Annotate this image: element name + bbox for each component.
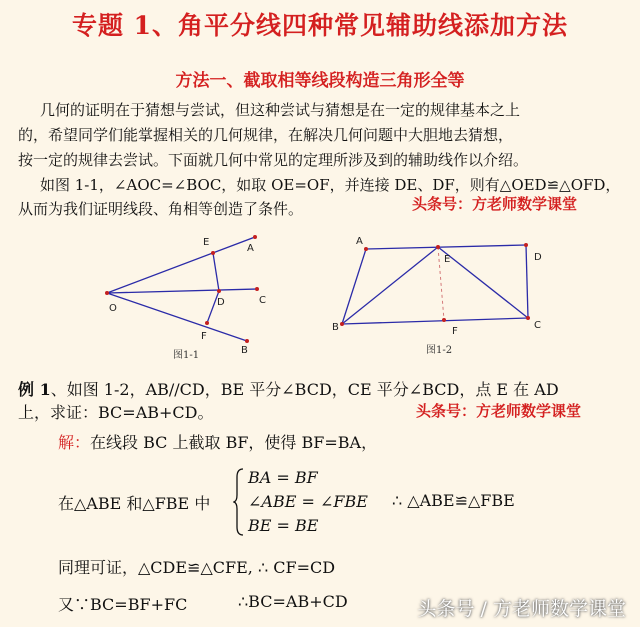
label-f: F [201,331,207,342]
label-c: C [259,295,266,306]
point-c2 [526,316,530,320]
intro-line-2: 的，希望同学们能掌握相关的几何规律，在解决几何问题中大胆地去猜想， [18,126,514,144]
condition-3: BE = BE [248,516,319,535]
brace-icon [233,467,245,537]
intro-line-1: 几何的证明在于猜想与尝试，但这种尝试与猜想是在一定的规律基本之上 [40,101,521,119]
page-title: 专题 1、角平分线四种常见辅助线添加方法 [71,11,569,40]
point-d2 [524,243,528,247]
point-b [245,339,249,343]
segment-dc [526,245,528,318]
example-line-2: 上，求证：BC=AB+CD。 [18,403,214,422]
label-e: E [203,237,210,248]
point-d [217,289,221,293]
label-b2: B [332,322,339,333]
point-o [105,291,109,295]
segment-ad [366,245,526,249]
figure-1-2 [330,232,560,362]
point-f2 [442,318,446,322]
point-e [211,251,215,255]
label-a2: A [356,236,363,247]
point-a [253,235,257,239]
point-b2 [340,322,344,326]
solution-step-1: 解：在线段 BC 上截取 BF，使得 BF=BA， [58,433,378,452]
segment-ab [342,249,366,324]
point-f [205,321,209,325]
label-e2: E [444,254,451,265]
label-c2: C [534,320,541,331]
intro-line-5: 从而为我们证明线段、角相等创造了条件。 [18,200,304,218]
ray-oc [107,289,257,293]
point-e2 [436,245,440,249]
solution-in-triangles: 在△ABE 和△FBE 中 [58,494,211,513]
conclusion-statement: ∴BC=AB+CD [238,592,348,611]
intro-line-4: 如图 1-1，∠AOC=∠BOC，如取 OE=OF，并连接 DE、DF，则有△OED≌△OFD， [40,176,621,194]
condition-2: ∠ABE = ∠FBE [248,492,368,511]
label-a: A [247,243,254,254]
segment-be [342,247,438,324]
label-d: D [217,297,225,308]
label-d2: D [534,252,542,263]
because-statement: 又∵BC=BF+FC [58,595,188,614]
label-b: B [241,345,248,356]
label-o: O [109,303,117,314]
figure-1-1-caption: 图1-1 [173,350,200,361]
therefore-congruent-abe-fbe: ∴ △ABE≌△FBE [392,491,515,510]
label-f2: F [452,326,458,337]
segment-ed [213,253,219,291]
watermark: 头条号 / 方老师数学课堂 [417,598,626,620]
similarly-statement: 同理可证，△CDE≌△CFE, ∴ CF=CD [58,558,336,577]
brand-label-2: 头条号：方老师数学课堂 [416,402,582,420]
example-line-1: 例 1、如图 1-2，AB//CD，BE 平分∠BCD，CE 平分∠BCD，点 E 在 AD [18,380,559,399]
intro-line-3: 按一定的规律去尝试。下面就几何中常见的定理所涉及到的辅助线作以介绍。 [18,151,529,169]
segment-ce [438,247,528,318]
point-c [255,287,259,291]
point-a2 [364,247,368,251]
figure-1-1 [95,225,295,365]
solution-label: 解： [58,433,91,452]
brand-label-1: 头条号：方老师数学课堂 [412,195,578,213]
ray-oa [107,237,255,293]
figure-1-2-caption: 图1-2 [426,345,453,356]
segment-bc [342,318,528,324]
ray-ob [107,293,247,341]
method-subtitle: 方法一、截取相等线段构造三角形全等 [175,71,465,91]
condition-1: BA = BF [248,468,318,487]
example-label: 例 1 [18,380,51,399]
